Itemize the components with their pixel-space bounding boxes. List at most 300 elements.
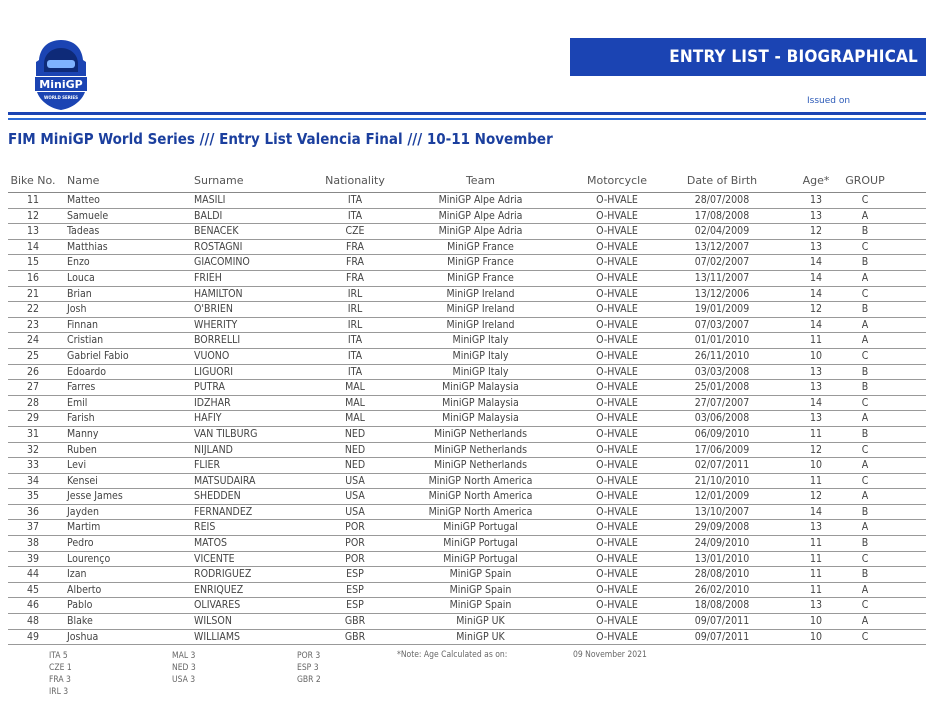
cell-bike-no: 27	[26, 381, 40, 394]
cell-surname: WILLIAMS	[194, 630, 241, 643]
cell-surname: BALDI	[194, 209, 223, 222]
cell-date-of-birth: 03/03/2008	[694, 365, 750, 378]
cell-surname: HAFIY	[194, 412, 222, 425]
cell-age: 14	[809, 256, 823, 269]
cell-bike-no: 36	[26, 505, 40, 518]
cell-group: C	[861, 194, 869, 206]
cell-age: 12	[809, 443, 823, 456]
cell-bike-no: 49	[26, 630, 40, 643]
cell-age: 13	[809, 412, 823, 425]
nation-counts-col1	[49, 650, 72, 698]
cell-surname: MATOS	[194, 537, 227, 550]
cell-surname: ROSTAGNI	[194, 240, 243, 253]
cell-nationality: GBR	[344, 630, 366, 643]
cell-bike-no: 48	[26, 615, 40, 628]
cell-date-of-birth: 28/08/2010	[694, 568, 750, 581]
cell-team: MiniGP UK	[456, 630, 505, 643]
table-row	[8, 427, 926, 443]
cell-date-of-birth: 07/02/2007	[694, 256, 750, 269]
cell-nationality: FRA	[345, 271, 365, 284]
cell-nationality: POR	[345, 521, 365, 534]
cell-age: 14	[809, 396, 823, 409]
table-row	[8, 333, 926, 349]
cell-motorcycle: O-HVALE	[596, 240, 638, 253]
cell-name: Matteo	[67, 194, 100, 206]
cell-nationality: ITA	[347, 334, 363, 347]
cell-date-of-birth: 17/08/2008	[694, 209, 750, 222]
nation-counts-col3	[297, 650, 321, 686]
cell-name: Brian	[67, 287, 92, 300]
cell-age: 10	[809, 459, 823, 472]
cell-motorcycle: O-HVALE	[596, 459, 638, 472]
cell-motorcycle: O-HVALE	[596, 568, 638, 581]
col-header-group: GROUP	[845, 174, 885, 187]
issued-on-label: Issued on	[807, 96, 851, 106]
cell-name: Alberto	[67, 583, 102, 596]
cell-group: B	[861, 365, 869, 378]
cell-team: MiniGP Malaysia	[442, 381, 519, 394]
cell-date-of-birth: 06/09/2010	[694, 427, 750, 440]
cell-surname: HAMILTON	[194, 287, 243, 300]
banner-title: ENTRY LIST - BIOGRAPHICAL	[669, 47, 918, 67]
table-row	[8, 458, 926, 474]
table-header	[8, 172, 926, 193]
cell-age: 14	[809, 287, 823, 300]
cell-team: MiniGP Spain	[449, 583, 512, 596]
cell-name: Izan	[67, 568, 87, 581]
cell-date-of-birth: 26/11/2010	[694, 349, 750, 362]
cell-age: 11	[809, 583, 823, 596]
cell-bike-no: 14	[26, 240, 40, 253]
cell-motorcycle: O-HVALE	[596, 365, 638, 378]
cell-team: MiniGP France	[447, 240, 514, 253]
nation-count: GBR 2	[297, 675, 321, 685]
cell-name: Pablo	[67, 599, 93, 612]
cell-date-of-birth: 18/08/2008	[694, 599, 750, 612]
cell-name: Cristian	[67, 334, 104, 347]
cell-bike-no: 39	[26, 552, 40, 565]
cell-date-of-birth: 02/04/2009	[694, 225, 750, 238]
cell-nationality: POR	[345, 552, 365, 565]
cell-team: MiniGP Spain	[449, 599, 512, 612]
cell-nationality: ESP	[346, 568, 364, 581]
cell-date-of-birth: 09/07/2011	[694, 615, 750, 628]
cell-group: A	[861, 521, 869, 534]
cell-motorcycle: O-HVALE	[596, 630, 638, 643]
cell-group: B	[861, 256, 869, 269]
cell-name: Emil	[67, 396, 88, 409]
cell-bike-no: 28	[26, 396, 40, 409]
cell-date-of-birth: 01/01/2010	[694, 334, 750, 347]
nation-count: NED 3	[172, 663, 196, 673]
cell-team: MiniGP France	[447, 256, 514, 269]
table-row	[8, 255, 926, 271]
cell-name: Kensei	[67, 474, 98, 487]
cell-date-of-birth: 29/09/2008	[694, 521, 750, 534]
cell-age: 11	[809, 474, 823, 487]
cell-name: Levi	[67, 459, 87, 472]
cell-motorcycle: O-HVALE	[596, 427, 638, 440]
cell-nationality: USA	[345, 490, 365, 503]
cell-team: MiniGP Malaysia	[442, 396, 519, 409]
table-body	[8, 193, 926, 645]
table-row	[8, 271, 926, 287]
cell-surname: FRIEH	[194, 271, 222, 284]
cell-group: C	[861, 474, 869, 487]
cell-surname: REIS	[194, 521, 216, 534]
nation-count: ITA 5	[49, 651, 68, 661]
cell-nationality: IRL	[347, 303, 363, 316]
cell-date-of-birth: 27/07/2007	[694, 396, 750, 409]
cell-group: A	[861, 318, 869, 331]
cell-group: A	[861, 209, 869, 222]
cell-surname: RODRIGUEZ	[194, 568, 252, 581]
cell-team: MiniGP Netherlands	[434, 443, 527, 456]
cell-motorcycle: O-HVALE	[596, 583, 638, 596]
table-row	[8, 583, 926, 599]
cell-age: 12	[809, 225, 823, 238]
table-row	[8, 224, 926, 240]
cell-nationality: IRL	[347, 318, 363, 331]
table-row	[8, 505, 926, 521]
table-row	[8, 598, 926, 614]
cell-bike-no: 15	[26, 256, 40, 269]
cell-group: A	[861, 334, 869, 347]
cell-nationality: FRA	[345, 256, 365, 269]
cell-age: 10	[809, 615, 823, 628]
cell-nationality: ESP	[346, 583, 364, 596]
cell-nationality: NED	[344, 427, 366, 440]
cell-motorcycle: O-HVALE	[596, 225, 638, 238]
cell-team: MiniGP North America	[428, 474, 533, 487]
cell-name: Joshua	[67, 630, 99, 643]
col-header-surname: Surname	[194, 174, 244, 187]
cell-team: MiniGP Alpe Adria	[438, 209, 523, 222]
cell-date-of-birth: 24/09/2010	[694, 537, 750, 550]
cell-age: 14	[809, 505, 823, 518]
cell-name: Samuele	[67, 209, 109, 222]
cell-group: C	[861, 240, 869, 253]
cell-nationality: ESP	[346, 599, 364, 612]
table-row	[8, 287, 926, 303]
cell-date-of-birth: 07/03/2007	[694, 318, 750, 331]
cell-age: 11	[809, 552, 823, 565]
cell-team: MiniGP North America	[428, 490, 533, 503]
cell-surname: O'BRIEN	[194, 303, 233, 316]
cell-motorcycle: O-HVALE	[596, 349, 638, 362]
table-row	[8, 240, 926, 256]
cell-bike-no: 13	[26, 225, 40, 238]
cell-motorcycle: O-HVALE	[596, 194, 638, 206]
table-row	[8, 536, 926, 552]
table-row	[8, 349, 926, 365]
cell-group: B	[861, 537, 869, 550]
cell-age: 14	[809, 318, 823, 331]
cell-bike-no: 12	[26, 209, 40, 222]
cell-name: Ruben	[67, 443, 97, 456]
age-note-date: 09 November 2021	[573, 650, 647, 660]
cell-motorcycle: O-HVALE	[596, 287, 638, 300]
page-title: FIM MiniGP World Series /// Entry List Valencia Final /// 10-11 November	[8, 130, 553, 148]
cell-date-of-birth: 21/10/2010	[694, 474, 750, 487]
cell-age: 12	[809, 490, 823, 503]
nation-count: MAL 3	[172, 651, 196, 661]
cell-name: Martim	[67, 521, 101, 534]
cell-group: B	[861, 427, 869, 440]
cell-team: MiniGP Italy	[452, 334, 509, 347]
cell-date-of-birth: 13/11/2007	[694, 271, 750, 284]
cell-name: Gabriel Fabio	[67, 349, 129, 362]
cell-bike-no: 24	[26, 334, 40, 347]
cell-name: Tadeas	[67, 225, 100, 238]
cell-surname: WHERITY	[194, 318, 238, 331]
cell-name: Jesse James	[67, 490, 123, 503]
cell-bike-no: 37	[26, 521, 40, 534]
cell-group: C	[861, 287, 869, 300]
cell-motorcycle: O-HVALE	[596, 505, 638, 518]
cell-team: MiniGP UK	[456, 615, 505, 628]
col-header-date-of-birth: Date of Birth	[686, 174, 758, 187]
cell-date-of-birth: 13/12/2006	[694, 287, 750, 300]
cell-surname: FLIER	[194, 459, 221, 472]
cell-date-of-birth: 12/01/2009	[694, 490, 750, 503]
cell-bike-no: 16	[26, 271, 40, 284]
table-row	[8, 474, 926, 490]
cell-group: C	[861, 396, 869, 409]
cell-team: MiniGP Alpe Adria	[438, 225, 523, 238]
cell-motorcycle: O-HVALE	[596, 256, 638, 269]
table-row	[8, 411, 926, 427]
cell-group: B	[861, 381, 869, 394]
cell-surname: FERNANDEZ	[194, 505, 253, 518]
nation-count: FRA 3	[49, 675, 71, 685]
cell-surname: WILSON	[194, 615, 232, 628]
cell-surname: MASILI	[194, 194, 226, 206]
cell-nationality: ITA	[347, 365, 363, 378]
cell-group: C	[861, 443, 869, 456]
cell-age: 13	[809, 599, 823, 612]
cell-team: MiniGP Italy	[452, 365, 509, 378]
cell-team: MiniGP Alpe Adria	[438, 194, 523, 206]
cell-nationality: CZE	[345, 225, 365, 238]
cell-bike-no: 34	[26, 474, 40, 487]
col-header-nationality: Nationality	[325, 174, 385, 187]
cell-bike-no: 35	[26, 490, 40, 503]
cell-team: MiniGP Ireland	[446, 287, 515, 300]
cell-date-of-birth: 26/02/2010	[694, 583, 750, 596]
cell-bike-no: 23	[26, 318, 40, 331]
cell-name: Josh	[67, 303, 87, 316]
cell-motorcycle: O-HVALE	[596, 615, 638, 628]
cell-name: Louca	[67, 271, 95, 284]
cell-group: B	[861, 568, 869, 581]
table-row	[8, 567, 926, 583]
cell-group: A	[861, 412, 869, 425]
cell-team: MiniGP France	[447, 271, 514, 284]
cell-age: 13	[809, 209, 823, 222]
cell-team: MiniGP Italy	[452, 349, 509, 362]
cell-age: 13	[809, 240, 823, 253]
cell-group: A	[861, 490, 869, 503]
cell-date-of-birth: 13/01/2010	[694, 552, 750, 565]
cell-name: Enzo	[67, 256, 90, 269]
table-row	[8, 318, 926, 334]
cell-surname: VAN TILBURG	[194, 427, 258, 440]
cell-date-of-birth: 09/07/2011	[694, 630, 750, 643]
cell-date-of-birth: 19/01/2009	[694, 303, 750, 316]
cell-age: 11	[809, 568, 823, 581]
entry-table	[8, 172, 926, 645]
cell-motorcycle: O-HVALE	[596, 381, 638, 394]
cell-age: 10	[809, 349, 823, 362]
cell-team: MiniGP Portugal	[443, 521, 518, 534]
cell-motorcycle: O-HVALE	[596, 303, 638, 316]
nation-counts-col2	[172, 650, 196, 686]
cell-group: C	[861, 630, 869, 643]
table-row	[8, 443, 926, 459]
table-row	[8, 365, 926, 381]
cell-bike-no: 21	[26, 287, 40, 300]
cell-team: MiniGP Ireland	[446, 318, 515, 331]
cell-motorcycle: O-HVALE	[596, 412, 638, 425]
cell-name: Farish	[67, 412, 95, 425]
table-row	[8, 630, 926, 646]
cell-team: MiniGP Netherlands	[434, 427, 527, 440]
cell-age: 11	[809, 537, 823, 550]
cell-team: MiniGP Spain	[449, 568, 512, 581]
cell-group: A	[861, 615, 869, 628]
cell-age: 13	[809, 381, 823, 394]
cell-group: C	[861, 552, 869, 565]
cell-group: A	[861, 271, 869, 284]
cell-surname: PUTRA	[194, 381, 225, 394]
cell-nationality: FRA	[345, 240, 365, 253]
cell-bike-no: 45	[26, 583, 40, 596]
cell-group: B	[861, 225, 869, 238]
cell-name: Blake	[67, 615, 93, 628]
logo-text: MiniGP	[39, 78, 83, 91]
cell-nationality: IRL	[347, 287, 363, 300]
cell-motorcycle: O-HVALE	[596, 537, 638, 550]
cell-group: C	[861, 599, 869, 612]
logo-subtext: WORLD SERIES	[44, 95, 78, 100]
header-rule-secondary	[8, 118, 926, 120]
cell-surname: GIACOMINO	[194, 256, 250, 269]
cell-nationality: MAL	[345, 396, 365, 409]
cell-date-of-birth: 02/07/2011	[694, 459, 750, 472]
cell-motorcycle: O-HVALE	[596, 271, 638, 284]
cell-nationality: ITA	[347, 209, 363, 222]
cell-date-of-birth: 25/01/2008	[694, 381, 750, 394]
col-header-age: Age*	[802, 174, 830, 187]
cell-age: 13	[809, 521, 823, 534]
nation-count: USA 3	[172, 675, 196, 685]
cell-motorcycle: O-HVALE	[596, 490, 638, 503]
cell-motorcycle: O-HVALE	[596, 318, 638, 331]
cell-bike-no: 46	[26, 599, 40, 612]
cell-date-of-birth: 13/12/2007	[694, 240, 750, 253]
table-row	[8, 552, 926, 568]
cell-motorcycle: O-HVALE	[596, 599, 638, 612]
cell-age: 14	[809, 271, 823, 284]
cell-name: Edoardo	[67, 365, 107, 378]
cell-team: MiniGP Malaysia	[442, 412, 519, 425]
col-header-bike-no: Bike No.	[10, 174, 56, 187]
cell-team: MiniGP Portugal	[443, 537, 518, 550]
cell-group: B	[861, 505, 869, 518]
cell-motorcycle: O-HVALE	[596, 552, 638, 565]
cell-surname: BORRELLI	[194, 334, 241, 347]
col-header-name: Name	[67, 174, 100, 187]
nation-count: CZE 1	[49, 663, 72, 673]
header-rule	[8, 112, 926, 115]
cell-age: 10	[809, 630, 823, 643]
cell-nationality: NED	[344, 459, 366, 472]
cell-age: 12	[809, 303, 823, 316]
nation-count: POR 3	[297, 651, 321, 661]
cell-age: 13	[809, 365, 823, 378]
cell-name: Lourenço	[67, 552, 111, 565]
cell-nationality: POR	[345, 537, 365, 550]
cell-bike-no: 22	[26, 303, 40, 316]
cell-bike-no: 26	[26, 365, 40, 378]
cell-group: A	[861, 459, 869, 472]
cell-surname: IDZHAR	[194, 396, 231, 409]
cell-motorcycle: O-HVALE	[596, 396, 638, 409]
cell-bike-no: 29	[26, 412, 40, 425]
cell-name: Finnan	[67, 318, 99, 331]
cell-bike-no: 33	[26, 459, 40, 472]
cell-bike-no: 38	[26, 537, 40, 550]
cell-name: Pedro	[67, 537, 94, 550]
cell-nationality: NED	[344, 443, 366, 456]
cell-date-of-birth: 28/07/2008	[694, 194, 750, 206]
cell-bike-no: 11	[26, 194, 40, 206]
cell-date-of-birth: 13/10/2007	[694, 505, 750, 518]
cell-name: Jayden	[67, 505, 99, 518]
cell-nationality: USA	[345, 505, 365, 518]
table-row	[8, 209, 926, 225]
cell-bike-no: 25	[26, 349, 40, 362]
title-banner	[570, 38, 926, 76]
cell-surname: MATSUDAIRA	[194, 474, 256, 487]
table-row	[8, 193, 926, 209]
minigp-logo	[30, 38, 92, 112]
cell-surname: VUONO	[194, 349, 230, 362]
cell-date-of-birth: 03/06/2008	[694, 412, 750, 425]
cell-bike-no: 32	[26, 443, 40, 456]
cell-group: C	[861, 349, 869, 362]
nation-count: IRL 3	[49, 687, 69, 697]
cell-group: B	[861, 303, 869, 316]
cell-surname: ENRIQUEZ	[194, 583, 244, 596]
cell-name: Farres	[67, 381, 96, 394]
cell-surname: BENACEK	[194, 225, 239, 238]
table-row	[8, 302, 926, 318]
cell-name: Matthias	[67, 240, 108, 253]
cell-motorcycle: O-HVALE	[596, 334, 638, 347]
table-row	[8, 520, 926, 536]
cell-motorcycle: O-HVALE	[596, 474, 638, 487]
cell-team: MiniGP North America	[428, 505, 533, 518]
col-header-motorcycle: Motorcycle	[587, 174, 647, 187]
cell-nationality: ITA	[347, 194, 363, 206]
cell-team: MiniGP Netherlands	[434, 459, 527, 472]
cell-motorcycle: O-HVALE	[596, 209, 638, 222]
cell-age: 11	[809, 334, 823, 347]
cell-bike-no: 44	[26, 568, 40, 581]
cell-age: 11	[809, 427, 823, 440]
